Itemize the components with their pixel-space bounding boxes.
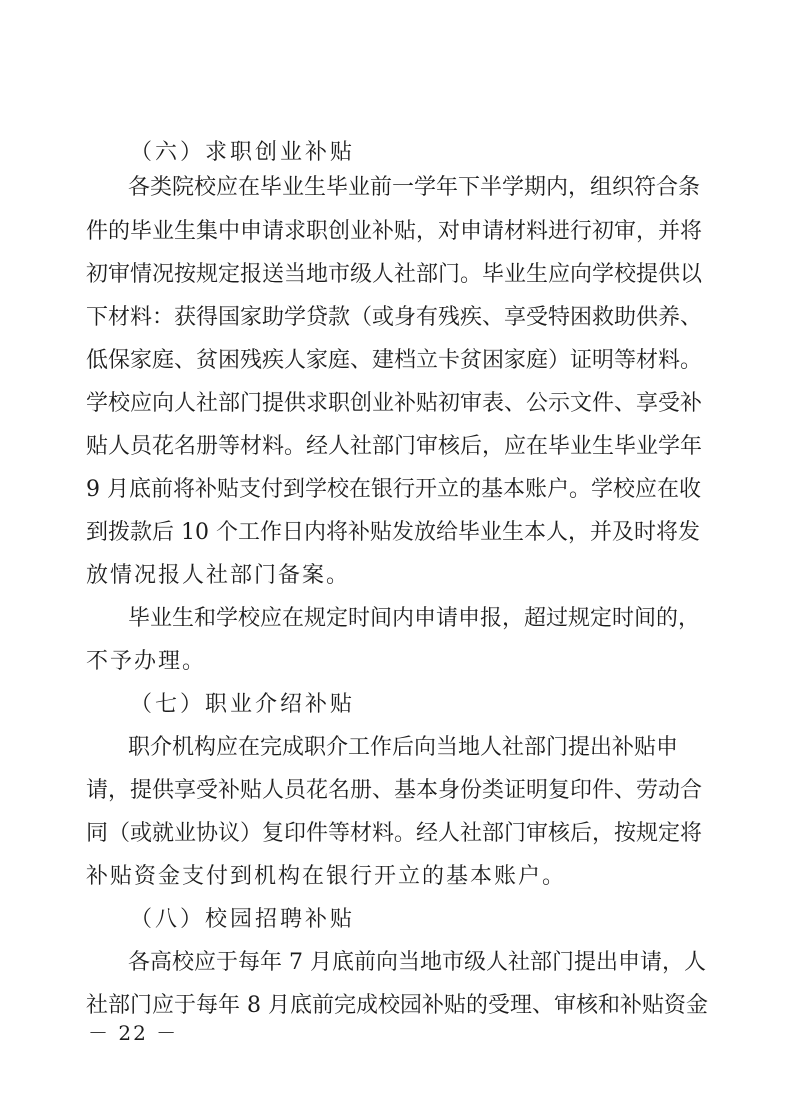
paragraph-line: 补贴资金支付到机构在银行开立的基本账户。 <box>86 864 567 889</box>
paragraph-line: 下材料：获得国家助学贷款（或身有残疾、享受特困救助供养、 <box>86 305 703 330</box>
paragraph-line: 放情况报人社部门备案。 <box>86 563 351 588</box>
section-heading-6: （六）求职创业补贴 <box>130 140 356 165</box>
paragraph-line: 职介机构应在完成职介工作后向当地人社部门提出补贴申 <box>128 735 679 760</box>
paragraph-line: 初审情况按规定报送当地市级人社部门。毕业生应向学校提供以 <box>86 262 703 287</box>
paragraph-line: 件的毕业生集中申请求职创业补贴，对申请材料进行初审，并将 <box>86 219 703 244</box>
paragraph-line: 各高校应于每年 7 月底前向当地市级人社部门提出申请，人 <box>128 950 706 975</box>
page-number: － 22 － <box>88 1021 179 1045</box>
paragraph-line: 不予办理。 <box>86 649 207 674</box>
paragraph-line: 9 月底前将补贴支付到学校在银行开立的基本账户。学校应在收 <box>86 477 701 502</box>
paragraph-line: 各类院校应在毕业生毕业前一学年下半学期内，组织符合条 <box>128 175 701 200</box>
paragraph-line: 毕业生和学校应在规定时间内申请申报，超过规定时间的， <box>128 606 701 631</box>
paragraph-line: 社部门应于每年 8 月底前完成校园补贴的受理、审核和补贴资金 <box>86 993 708 1018</box>
section-heading-8: （八）校园招聘补贴 <box>130 907 356 932</box>
paragraph-line: 到拨款后 10 个工作日内将补贴发放给毕业生本人，并及时将发 <box>86 520 700 545</box>
section-heading-7: （七）职业介绍补贴 <box>130 692 356 717</box>
paragraph-line: 贴人员花名册等材料。经人社部门审核后，应在毕业生毕业学年 <box>86 434 703 459</box>
paragraph-line: 学校应向人社部门提供求职创业补贴初审表、公示文件、享受补 <box>86 391 703 416</box>
paragraph-line: 同（或就业协议）复印件等材料。经人社部门审核后，按规定将 <box>86 821 703 846</box>
paragraph-line: 请，提供享受补贴人员花名册、基本身份类证明复印件、劳动合 <box>86 778 703 803</box>
paragraph-line: 低保家庭、贫困残疾人家庭、建档立卡贫困家庭）证明等材料。 <box>86 348 703 373</box>
